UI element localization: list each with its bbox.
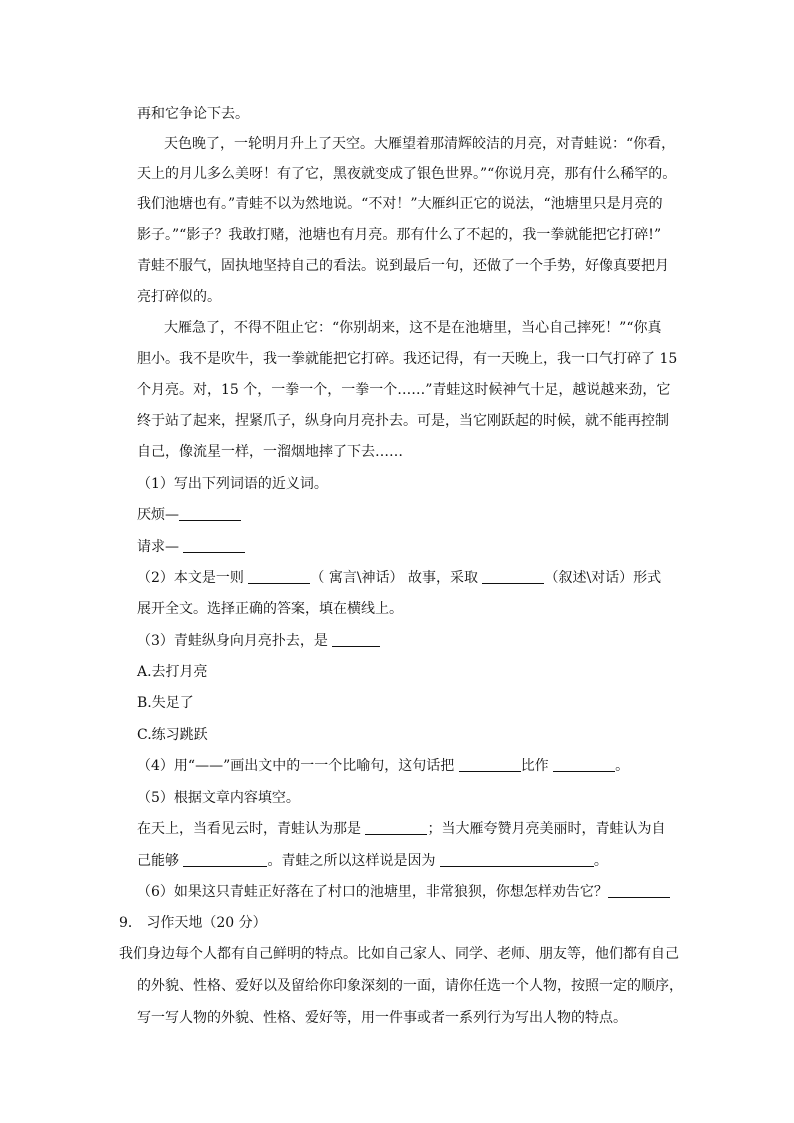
answer-blank[interactable] [179,506,241,521]
q5-text: 。 [593,853,608,869]
option-b: B.失足了 [137,695,194,711]
answer-blank[interactable] [459,757,521,772]
section-9-line: 写一写人物的外貌、性格、爱好等，用一件事或者一系列行为写出人物的特点。 [137,1010,627,1026]
section-9-line: 的外貌、性格、爱好以及留给你印象深刻的一面，请你任选一个人物，按照一定的顺序， [137,978,683,994]
passage-line: 亮打碎似的。 [137,289,221,305]
passage-line: 个月亮。对，15 个，一拳一个，一拳一个……”青蛙这时候神气十足，越说越来劲，它 [137,382,671,398]
passage-line: 大雁急了，不得不阻止它：“你别胡来，这不是在池塘里，当心自己摔死！”“你真 [164,320,662,336]
q5-text: 己能够 [137,853,179,869]
option-c: C.练习跳跃 [137,727,208,743]
section-9-line: 我们身边每个人都有自己鲜明的特点。比如自己家人、同学、老师、朋友等，他们都有自己 [119,946,679,962]
answer-blank[interactable] [248,569,310,584]
answer-blank[interactable] [183,538,245,553]
question-1: （1）写出下列词语的近义词。 [137,476,328,492]
answer-blank[interactable] [440,852,594,867]
question-1a [137,505,677,525]
passage-line: 再和它争论下去。 [137,106,249,122]
answer-blank[interactable] [608,883,670,898]
answer-blank[interactable] [332,632,380,647]
q1b-label: 请求— [137,539,179,555]
question-5: （5）根据文章内容填空。 [137,790,300,806]
passage-line: 天上的月儿多么美呀！有了它，黑夜就变成了银色世界。”“你说月亮，那有什么稀罕的。 [137,166,677,182]
q5-text: ；当大雁夸赞月亮美丽时，青蛙认为自 [427,821,666,837]
q3-text: （3）青蛙纵身向月亮扑去，是 [137,633,328,649]
answer-blank[interactable] [365,820,427,835]
question-1b [137,537,677,557]
question-2-line2: 展开全文。选择正确的答案，填在横线上。 [137,601,403,617]
passage-line: 胆小。我不是吹牛，我一拳就能把它打碎。我还记得，有一天晚上，我一口气打碎了 15 [137,351,678,367]
answer-blank[interactable] [553,757,615,772]
question-6 [137,882,677,902]
q4-text: 。 [615,758,630,774]
passage-line: 自己，像流星一样，一溜烟地摔了下去…… [137,444,403,460]
q5-text: 。青蛙之所以这样说是因为 [267,853,436,869]
passage-line: 天色晚了，一轮明月升上了天空。大雁望着那清辉皎洁的月亮，对青蛙说：“你看， [164,136,676,152]
option-a: A.去打月亮 [137,664,208,680]
q4-text: （4）用“——”画出文中的一一个比喻句，这句话把 [137,758,455,774]
answer-blank[interactable] [183,852,267,867]
section-9-heading: 9． 习作天地（20 分） [119,915,267,931]
q1a-label: 厌烦— [137,507,179,523]
question-5-line2 [137,851,677,871]
answer-blank[interactable] [482,569,544,584]
question-3 [137,631,677,651]
q2-text: （叙述\对话）形式 [544,570,662,586]
q6-text: （6）如果这只青蛙正好落在了村口的池塘里，非常狼狈，你想怎样劝告它？ [137,884,608,900]
passage-line: 终于站了起来，捏紧爪子，纵身向月亮扑去。可是，当它刚跃起的时候，就不能再控制 [137,413,669,429]
question-5-line1 [137,819,677,839]
passage-line: 我们池塘也有。”青蛙不以为然地说。“不对！”大雁纠正它的说法，“池塘里只是月亮的 [137,196,663,212]
passage-line: 青蛙不服气，固执地坚持自己的看法。说到最后一句，还做了一个手势，好像真要把月 [137,258,669,274]
q4-text: 比作 [520,758,549,774]
passage-line: 影子。”“影子？我敢打赌，池塘也有月亮。那有什么了不起的，我一拳就能把它打碎!” [137,227,662,243]
q2-text: （ 寓言\神话） 故事，采取 [310,570,478,586]
question-2 [137,568,677,588]
q2-text: （2）本文是一则 [137,570,244,586]
q5-text: 在天上，当看见云时，青蛙认为那是 [137,821,361,837]
question-4 [137,756,677,776]
